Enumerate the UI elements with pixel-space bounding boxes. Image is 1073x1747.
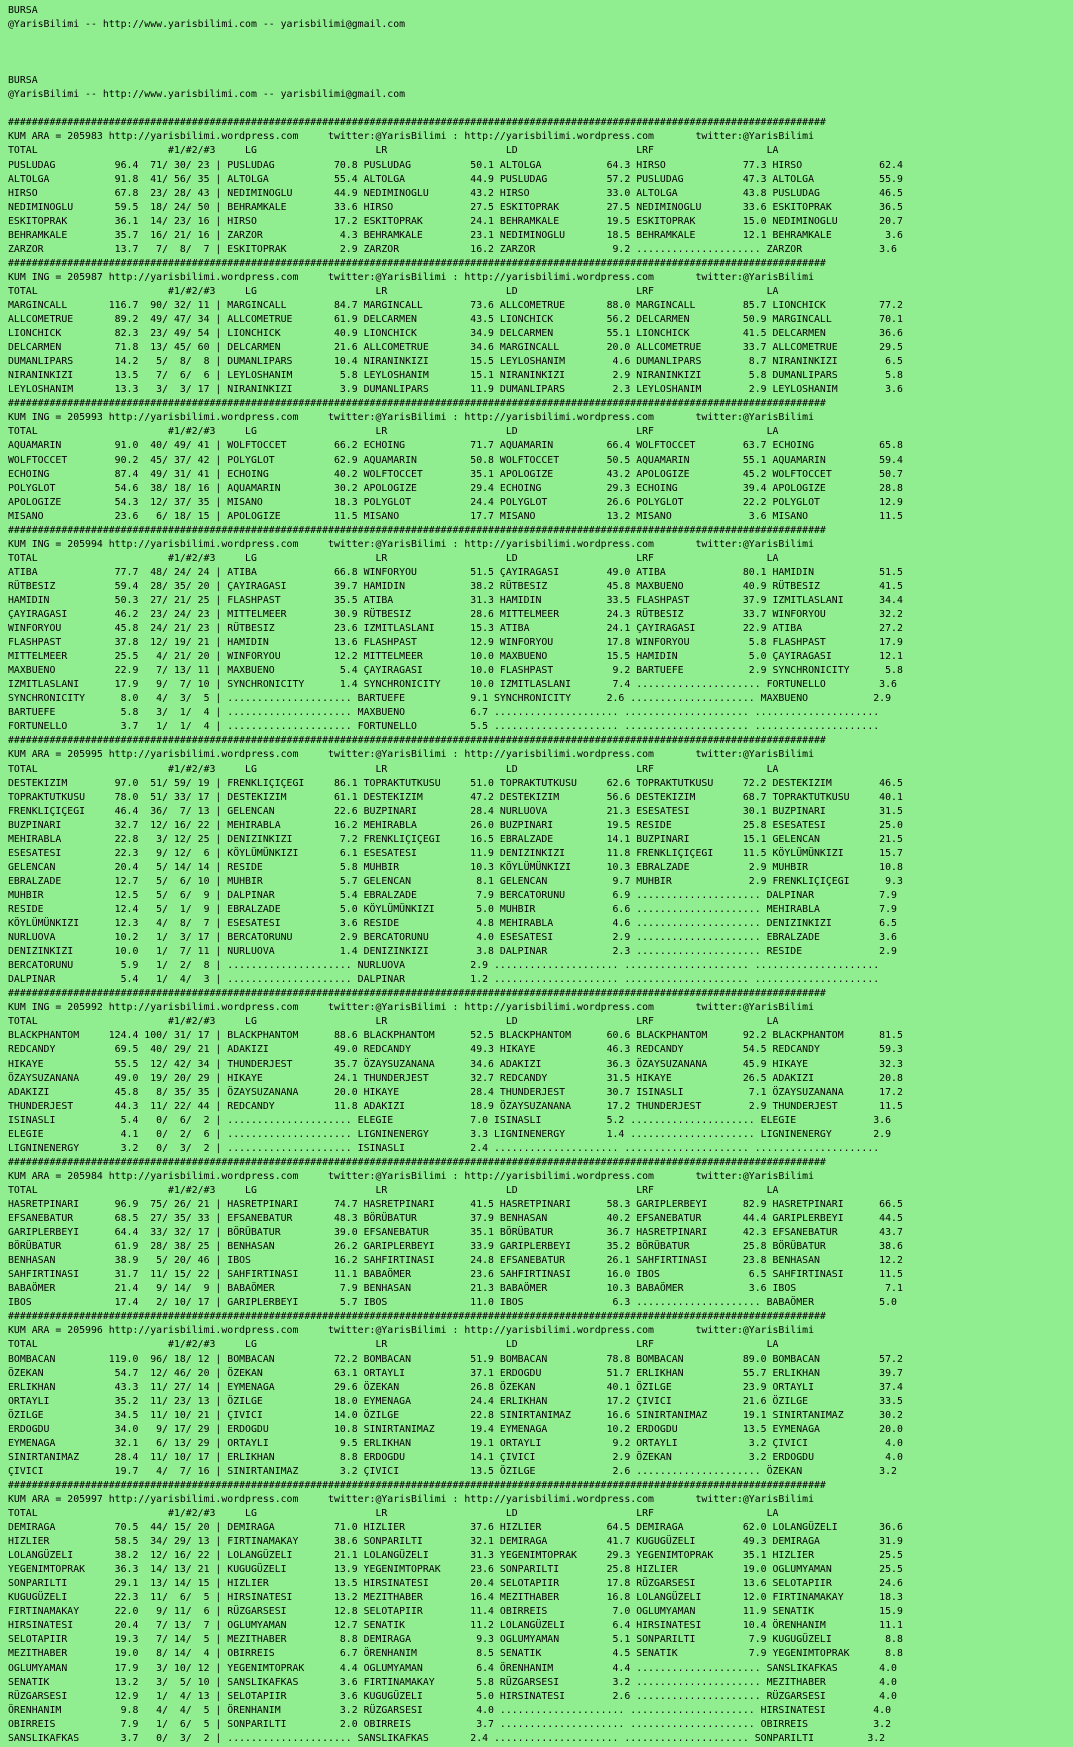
horse-row: ÇIVICI 19.7 4/ 7/ 16 | SINIRTANIMAZ 3.2 ÇIVICI 13.5 ÖZILGE 2.6 ..................... ÖZEKAN 3.2 (8, 1465, 897, 1477)
horse-row: SYNCHRONICITY 8.0 4/ 3/ 5 | ..................... BARTUEFE 9.1 SYNCHRONICITY 2.6 ..................... MAXBUENO 2.9 (8, 693, 892, 705)
horse-row: FIRTINAMAKAY 22.0 9/ 11/ 6 | RÜZGARSESI 12.8 SELOTAPIIR 11.4 OBIRREIS 7.0 OGLUMYAMAN 11.9 SENATIK 15.9 (8, 1606, 903, 1618)
horse-row: FRENKLIÇIÇEGI 46.4 36/ 7/ 13 | GELENCAN 22.6 BUZPINARI 28.4 NURLUOVA 21.3 ESESATESI 30.1 BUZPINARI 31.5 (8, 805, 903, 817)
horse-row: ZARZOR 13.7 7/ 8/ 7 | ESKITOPRAK 2.9 ZARZOR 16.2 ZARZOR 9.2 ..................... ZARZOR 3.6 (8, 243, 897, 255)
horse-row: KÖYLÜMÜNKIZI 12.3 4/ 8/ 7 | ESESATESI 3.6 RESIDE 4.8 MEHIRABLA 4.6 ..................... DENIZINKIZI 6.5 (8, 918, 897, 930)
column-header-line: TOTAL #1/#2/#3 LG LR LD LRF LA (8, 1508, 779, 1520)
horse-row: ÖZEKAN 54.7 12/ 46/ 20 | ÖZEKAN 63.1 ORTAYLI 37.1 ERDOGDU 51.7 ERLIKHAN 55.7 ERLIKHAN 39.7 (8, 1367, 903, 1379)
horse-row: MARGINCALL 116.7 90/ 32/ 11 | MARGINCALL 84.7 MARGINCALL 73.6 ALLCOMETRUE 88.0 MARGINCALL 85.7 LIONCHICK 77.2 (8, 299, 903, 311)
column-header-line: TOTAL #1/#2/#3 LG LR LD LRF LA (8, 552, 779, 564)
horse-row: IZMITLASLANI 17.9 9/ 7/ 10 | SYNCHRONICITY 1.4 SYNCHRONICITY 10.0 IZMITLASLANI 7.4 ..................... FORTUNELLO 3.6 (8, 679, 897, 691)
separator-line: ########################################################################################################################################## (8, 735, 826, 747)
horse-row: SINIRTANIMAZ 28.4 11/ 10/ 17 | ERLIKHAN 8.8 ERDOGDU 14.1 ÇIVICI 2.9 ÖZEKAN 3.2 ERDOGDU 4.0 (8, 1451, 903, 1463)
horse-row: DALPINAR 5.4 1/ 4/ 3 | ..................... DALPINAR 1.2 ..................... ..................... ..................... (8, 974, 880, 986)
horse-row: IBOS 17.4 2/ 10/ 17 | GARIPLERBEYI 5.7 IBOS 11.0 IBOS 6.3 ..................... BABAÖMER 5.0 (8, 1297, 897, 1309)
race-header-line: KUM ARA = 205996 http://yarisbilimi.wordpress.com twitter:@YarisBilimi : http://yarisbilimi.wordpress.com twitter:@YarisBilimi (8, 1325, 814, 1337)
race-header-line: KUM ING = 205987 http://yarisbilimi.wordpress.com twitter:@YarisBilimi : http://yarisbilimi.wordpress.com twitter:@YarisBilimi (8, 271, 814, 283)
separator-line: ########################################################################################################################################## (8, 1479, 826, 1491)
horse-row: BARTUEFE 5.8 3/ 1/ 4 | ..................... MAXBUENO 6.7 ..................... ..................... ..................... (8, 707, 880, 719)
horse-row: MAXBUENO 22.9 7/ 13/ 11 | MAXBUENO 5.4 ÇAYIRAGASI 10.0 FLASHPAST 9.2 BARTUEFE 2.9 SYNCHRONICITY 5.8 (8, 665, 903, 677)
horse-row: HIKAYE 55.5 12/ 42/ 34 | THUNDERJEST 35.7 ÖZAYSUZANANA 34.6 ADAKIZI 36.3 ÖZAYSUZANANA 45.9 HIKAYE 32.3 (8, 1058, 903, 1070)
horse-row: MISANO 23.6 6/ 18/ 15 | APOLOGIZE 11.5 MISANO 17.7 MISANO 13.2 MISANO 3.6 MISANO 11.5 (8, 510, 903, 522)
separator-line: ########################################################################################################################################## (8, 257, 826, 269)
horse-row: ORTAYLI 35.2 11/ 23/ 13 | ÖZILGE 18.0 EYMENAGA 24.4 ERLIKHAN 17.2 ÇIVICI 21.6 ÖZILGE 33.5 (8, 1395, 903, 1407)
horse-row: PUSLUDAG 96.4 71/ 30/ 23 | PUSLUDAG 70.8 PUSLUDAG 50.1 ALTOLGA 64.3 HIRSO 77.3 HIRSO 62.4 (8, 159, 903, 171)
horse-row: THUNDERJEST 44.3 11/ 22/ 44 | REDCANDY 11.8 ADAKIZI 18.9 ÖZAYSUZANANA 17.2 THUNDERJEST 2.9 THUNDERJEST 11.5 (8, 1100, 903, 1112)
separator-line: ########################################################################################################################################## (8, 988, 826, 1000)
separator-line: ########################################################################################################################################## (8, 398, 826, 410)
race-header-line: KUM ARA = 205995 http://yarisbilimi.wordpress.com twitter:@YarisBilimi : http://yarisbilimi.wordpress.com twitter:@YarisBilimi (8, 749, 814, 761)
horse-row: BENHASAN 38.9 5/ 20/ 46 | IBOS 16.2 SAHFIRTINASI 24.8 EFSANEBATUR 26.1 SAHFIRTINASI 23.8 BENHASAN 12.2 (8, 1255, 903, 1267)
horse-row: BLACKPHANTOM 124.4 100/ 31/ 17 | BLACKPHANTOM 88.6 BLACKPHANTOM 52.5 BLACKPHANTOM 60.6 BLACKPHANTOM 92.2 BLACKPHANTOM 81.5 (8, 1030, 903, 1042)
horse-row: REDCANDY 69.5 40/ 29/ 21 | ADAKIZI 49.0 REDCANDY 49.3 HIKAYE 46.3 REDCANDY 54.5 REDCANDY 59.3 (8, 1044, 903, 1056)
horse-row: BABAÖMER 21.4 9/ 14/ 9 | BABAÖMER 7.9 BENHASAN 21.3 BABAÖMER 10.3 BABAÖMER 3.6 IBOS 7.1 (8, 1283, 903, 1295)
horse-row: EYMENAGA 32.1 6/ 13/ 29 | ORTAYLI 9.5 ERLIKHAN 19.1 ORTAYLI 9.2 ORTAYLI 3.2 ÇIVICI 4.0 (8, 1437, 903, 1449)
horse-row: MEZITHABER 19.0 8/ 14/ 4 | OBIRREIS 6.7 ÖRENHANIM 8.5 SENATIK 4.5 SENATIK 7.9 YEGENIMTOPRAK 8.8 (8, 1648, 903, 1660)
horse-row: ÖZILGE 34.5 11/ 10/ 21 | ÇIVICI 14.0 ÖZILGE 22.8 SINIRTANIMAZ 16.6 SINIRTANIMAZ 19.1 SINIRTANIMAZ 30.2 (8, 1409, 903, 1421)
separator-line: ########################################################################################################################################## (8, 524, 826, 536)
separator-line: ########################################################################################################################################## (8, 1311, 826, 1323)
column-header-line: TOTAL #1/#2/#3 LG LR LD LRF LA (8, 1339, 779, 1351)
horse-row: ADAKIZI 45.8 8/ 35/ 35 | ÖZAYSUZANANA 20.0 HIKAYE 28.4 THUNDERJEST 30.7 ISINASLI 7.1 ÖZAYSUZANANA 17.2 (8, 1086, 903, 1098)
contact-line: @YarisBilimi -- http://www.yarisbilimi.com -- yarisbilimi@gmail.com (8, 19, 406, 31)
horse-row: SAHFIRTINASI 31.7 11/ 15/ 22 | SAHFIRTINASI 11.1 BABAÖMER 23.6 SAHFIRTINASI 16.0 IBOS 6.5 SAHFIRTINASI 11.5 (8, 1269, 903, 1281)
horse-row: LEYLOSHANIM 13.3 3/ 3/ 17 | NIRANINKIZI 3.9 DUMANLIPARS 11.9 DUMANLIPARS 2.3 LEYLOSHANIM 2.9 LEYLOSHANIM 3.6 (8, 384, 903, 396)
column-header-line: TOTAL #1/#2/#3 LG LR LD LRF LA (8, 285, 779, 297)
horse-row: LOLANGÜZELI 38.2 12/ 16/ 22 | LOLANGÜZELI 21.1 LOLANGÜZELI 31.3 YEGENIMTOPRAK 29.3 YEGENIMTOPRAK 35.1 HIZLIER 25.5 (8, 1550, 903, 1562)
horse-row: GARIPLERBEYI 64.4 33/ 32/ 17 | BÖRÜBATUR 39.0 EFSANEBATUR 35.1 BÖRÜBATUR 36.7 HASRETPINARI 42.3 EFSANEBATUR 43.7 (8, 1227, 903, 1239)
horse-row: GELENCAN 20.4 5/ 14/ 14 | RESIDE 5.8 MUHBIR 10.3 KÖYLÜMÜNKIZI 10.3 EBRALZADE 2.9 MUHBIR 10.8 (8, 861, 903, 873)
horse-row: NEDIMINOGLU 59.5 18/ 24/ 50 | BEHRAMKALE 33.6 HIRSO 27.5 ESKITOPRAK 27.5 NEDIMINOGLU 33.6 ESKITOPRAK 36.5 (8, 201, 903, 213)
horse-row: BERCATORUNU 5.9 1/ 2/ 8 | ..................... NURLUOVA 2.9 ..................... ..................... ..................... (8, 960, 880, 972)
horse-row: ERDOGDU 34.0 9/ 17/ 29 | ERDOGDU 10.8 SINIRTANIMAZ 19.4 EYMENAGA 10.2 ERDOGDU 13.5 EYMENAGA 20.0 (8, 1423, 903, 1435)
horse-row: HIRSO 67.8 23/ 28/ 43 | NEDIMINOGLU 44.9 NEDIMINOGLU 43.2 HIRSO 33.0 ALTOLGA 43.8 PUSLUDAG 46.5 (8, 187, 903, 199)
horse-row: DESTEKIZIM 97.0 51/ 59/ 19 | FRENKLIÇIÇEGI 86.1 TOPRAKTUTKUSU 51.0 TOPRAKTUTKUSU 62.6 TOPRAKTUTKUSU 72.2 DESTEKIZIM 46.5 (8, 777, 903, 789)
horse-row: ALLCOMETRUE 89.2 49/ 47/ 34 | ALLCOMETRUE 61.9 DELCARMEN 43.5 LIONCHICK 56.2 DELCARMEN 50.9 MARGINCALL 70.1 (8, 314, 903, 326)
column-header-line: TOTAL #1/#2/#3 LG LR LD LRF LA (8, 145, 779, 157)
horse-row: BEHRAMKALE 35.7 16/ 21/ 16 | ZARZOR 4.3 BEHRAMKALE 23.1 NEDIMINOGLU 18.5 BEHRAMKALE 12.1 BEHRAMKALE 3.6 (8, 229, 903, 241)
column-header-line: TOTAL #1/#2/#3 LG LR LD LRF LA (8, 763, 779, 775)
horse-row: OBIRREIS 7.9 1/ 6/ 5 | SONPARILTI 2.0 OBIRREIS 3.7 ..................... ..................... OBIRREIS 3.2 (8, 1718, 892, 1730)
horse-row: HAMIDIN 50.3 27/ 21/ 25 | FLASHPAST 35.5 ATIBA 31.3 HAMIDIN 33.5 FLASHPAST 37.9 IZMITLASLANI 34.4 (8, 594, 903, 606)
horse-row: POLYGLOT 54.6 38/ 18/ 16 | AQUAMARIN 30.2 APOLOGIZE 29.4 ECHOING 29.3 ECHOING 39.4 APOLOGIZE 28.8 (8, 482, 903, 494)
horse-row: FLASHPAST 37.8 12/ 19/ 21 | HAMIDIN 13.6 FLASHPAST 12.9 WINFORYOU 17.8 WINFORYOU 5.8 FLASHPAST 17.9 (8, 637, 903, 649)
horse-row: TOPRAKTUTKUSU 78.0 51/ 33/ 17 | DESTEKIZIM 61.1 DESTEKIZIM 47.2 DESTEKIZIM 56.6 DESTEKIZIM 68.7 TOPRAKTUTKUSU 40.1 (8, 791, 903, 803)
horse-row: OGLUMYAMAN 17.9 3/ 10/ 12 | YEGENIMTOPRAK 4.4 OGLUMYAMAN 6.4 ÖRENHANIM 4.4 ..................... SANSLIKAFKAS 4.0 (8, 1662, 897, 1674)
horse-row: SENATIK 13.2 3/ 5/ 10 | SANSLIKAFKAS 3.6 FIRTINAMAKAY 5.8 RÜZGARSESI 3.2 ..................... MEZITHABER 4.0 (8, 1676, 897, 1688)
horse-row: HASRETPINARI 96.9 75/ 26/ 21 | HASRETPINARI 74.7 HASRETPINARI 41.5 HASRETPINARI 58.3 GARIPLERBEYI 82.9 HASRETPINARI 66.5 (8, 1198, 903, 1210)
race-header-line: KUM ING = 205992 http://yarisbilimi.wordpress.com twitter:@YarisBilimi : http://yarisbilimi.wordpress.com twitter:@YarisBilimi (8, 1002, 814, 1014)
city-title: BURSA (8, 75, 38, 87)
horse-row: HIRSINATESI 20.4 7/ 13/ 7 | OGLUMYAMAN 12.7 SENATIK 11.2 LOLANGÜZELI 6.4 HIRSINATESI 10.4 ÖRENHANIM 11.1 (8, 1620, 903, 1632)
horse-row: EBRALZADE 12.7 5/ 6/ 10 | MUHBIR 5.7 GELENCAN 8.1 GELENCAN 9.7 MUHBIR 2.9 FRENKLIÇIÇEGI 9.3 (8, 875, 903, 887)
horse-row: MEHIRABLA 22.8 3/ 12/ 25 | DENIZINKIZI 7.2 FRENKLIÇIÇEGI 16.5 EBRALZADE 14.1 BUZPINARI 15.1 GELENCAN 21.5 (8, 833, 903, 845)
horse-row: WOLFTOCCET 90.2 45/ 37/ 42 | POLYGLOT 62.9 AQUAMARIN 50.8 WOLFTOCCET 50.5 AQUAMARIN 55.1 AQUAMARIN 59.4 (8, 454, 903, 466)
horse-row: ISINASLI 5.4 0/ 6/ 2 | ..................... ELEGIE 7.0 ISINASLI 5.2 ..................... ELEGIE 3.6 (8, 1114, 892, 1126)
horse-row: YEGENIMTOPRAK 36.3 14/ 13/ 21 | KUGUGÜZELI 13.9 YEGENIMTOPRAK 23.6 SONPARILTI 25.8 HIZLIER 19.0 OGLUMYAMAN 25.5 (8, 1564, 903, 1576)
blank-line (8, 46, 1065, 60)
race-header-line: KUM ING = 205994 http://yarisbilimi.wordpress.com twitter:@YarisBilimi : http://yarisbilimi.wordpress.com twitter:@YarisBilimi (8, 538, 814, 550)
horse-row: MUHBIR 12.5 5/ 6/ 9 | DALPINAR 5.4 EBRALZADE 7.9 BERCATORUNU 6.9 ..................... DALPINAR 7.9 (8, 889, 897, 901)
horse-row: ELEGIE 4.1 0/ 2/ 6 | ..................... LIGNINENERGY 3.3 LIGNINENERGY 1.4 ..................... LIGNINENERGY 2.9 (8, 1128, 892, 1140)
race-header-line: KUM ARA = 205997 http://yarisbilimi.wordpress.com twitter:@YarisBilimi : http://yarisbilimi.wordpress.com twitter:@YarisBilimi (8, 1493, 814, 1505)
horse-row: NIRANINKIZI 13.5 7/ 6/ 6 | LEYLOSHANIM 5.8 LEYLOSHANIM 15.1 NIRANINKIZI 2.9 NIRANINKIZI 5.8 DUMANLIPARS 5.8 (8, 370, 903, 382)
horse-row: DELCARMEN 71.8 13/ 45/ 60 | DELCARMEN 21.6 ALLCOMETRUE 34.6 MARGINCALL 20.0 ALLCOMETRUE 33.7 ALLCOMETRUE 29.5 (8, 342, 903, 354)
horse-row: BÖRÜBATUR 61.9 28/ 38/ 25 | BENHASAN 26.2 GARIPLERBEYI 33.9 GARIPLERBEYI 35.2 BÖRÜBATUR 25.8 BÖRÜBATUR 38.6 (8, 1241, 903, 1253)
horse-row: WINFORYOU 45.8 24/ 21/ 23 | RÜTBESIZ 23.6 IZMITLASLANI 15.3 ATIBA 24.1 ÇAYIRAGASI 22.9 ATIBA 27.2 (8, 623, 903, 635)
horse-row: ESESATESI 22.3 9/ 12/ 6 | KÖYLÜMÜNKIZI 6.1 ESESATESI 11.9 DENIZINKIZI 11.8 FRENKLIÇIÇEGI 11.5 KÖYLÜMÜNKIZI 15.7 (8, 847, 903, 859)
horse-row: ERLIKHAN 43.3 11/ 27/ 14 | EYMENAGA 29.6 ÖZEKAN 26.8 ÖZEKAN 40.1 ÖZILGE 23.9 ORTAYLI 37.4 (8, 1381, 903, 1393)
blank-line (8, 32, 1065, 46)
horse-row: NURLUOVA 10.2 1/ 3/ 17 | BERCATORUNU 2.9 BERCATORUNU 4.0 ESESATESI 2.9 ..................... EBRALZADE 3.6 (8, 932, 897, 944)
city-title: BURSA (8, 5, 38, 16)
race-header-line: KUM ARA = 205983 http://yarisbilimi.wordpress.com twitter:@YarisBilimi : http://yarisbilimi.wordpress.com twitter:@YarisBilimi (8, 131, 814, 143)
horse-row: LIONCHICK 82.3 23/ 49/ 54 | LIONCHICK 40.9 LIONCHICK 34.9 DELCARMEN 55.1 LIONCHICK 41.5 DELCARMEN 36.6 (8, 328, 903, 340)
horse-row: ESKITOPRAK 36.1 14/ 23/ 16 | HIRSO 17.2 ESKITOPRAK 24.1 BEHRAMKALE 19.5 ESKITOPRAK 15.0 NEDIMINOGLU 20.7 (8, 215, 903, 227)
horse-row: ÖRENHANIM 9.8 4/ 4/ 5 | ÖRENHANIM 3.2 RÜZGARSESI 4.0 ..................... ..................... HIRSINATESI 4.0 (8, 1704, 892, 1716)
horse-row: DUMANLIPARS 14.2 5/ 8/ 8 | DUMANLIPARS 10.4 NIRANINKIZI 15.5 LEYLOSHANIM 4.6 DUMANLIPARS 8.7 NIRANINKIZI 6.5 (8, 356, 903, 368)
column-header-line: TOTAL #1/#2/#3 LG LR LD LRF LA (8, 1184, 779, 1196)
horse-row: SELOTAPIIR 19.3 7/ 14/ 5 | MEZITHABER 8.8 DEMIRAGA 9.3 OGLUMYAMAN 5.1 SONPARILTI 7.9 KUGUGÜZELI 8.8 (8, 1634, 903, 1646)
horse-row: KUGUGÜZELI 22.3 11/ 6/ 5 | HIRSINATESI 13.2 MEZITHABER 16.4 MEZITHABER 16.8 LOLANGÜZELI 12.0 FIRTINAMAKAY 18.3 (8, 1592, 903, 1604)
horse-row: SONPARILTI 29.1 13/ 14/ 15 | HIZLIER 13.5 HIRSINATESI 20.4 SELOTAPIIR 17.8 RÜZGARSESI 13.6 SELOTAPIIR 24.6 (8, 1578, 903, 1590)
separator-line: ########################################################################################################################################## (8, 1156, 826, 1168)
contact-line: @YarisBilimi -- http://www.yarisbilimi.com -- yarisbilimi@gmail.com (8, 89, 406, 101)
horse-row: ATIBA 77.7 48/ 24/ 24 | ATIBA 66.8 WINFORYOU 51.5 ÇAYIRAGASI 49.0 ATIBA 80.1 HAMIDIN 51.5 (8, 566, 903, 578)
race-header-line: KUM ING = 205993 http://yarisbilimi.wordpress.com twitter:@YarisBilimi : http://yarisbilimi.wordpress.com twitter:@YarisBilimi (8, 412, 814, 424)
race-header-line: KUM ARA = 205984 http://yarisbilimi.wordpress.com twitter:@YarisBilimi : http://yarisbilimi.wordpress.com twitter:@YarisBilimi (8, 1170, 814, 1182)
horse-row: HIZLIER 58.5 34/ 29/ 13 | FIRTINAMAKAY 38.6 SONPARILTI 32.1 DEMIRAGA 41.7 KUGUGÜZELI 49.3 DEMIRAGA 31.9 (8, 1536, 903, 1548)
horse-row: DENIZINKIZI 10.0 1/ 7/ 11 | NURLUOVA 1.4 DENIZINKIZI 3.8 DALPINAR 2.3 ..................... RESIDE 2.9 (8, 946, 897, 958)
horse-row: ÇAYIRAGASI 46.2 23/ 24/ 23 | MITTELMEER 30.9 RÜTBESIZ 28.6 MITTELMEER 24.3 RÜTBESIZ 33.7 WINFORYOU 32.2 (8, 609, 903, 621)
column-header-line: TOTAL #1/#2/#3 LG LR LD LRF LA (8, 426, 779, 438)
blank-line (8, 60, 1065, 74)
horse-row: SANSLIKAFKAS 3.7 0/ 3/ 2 | ..................... SANSLIKAFKAS 2.4 ..................... ..................... SONPARILTI 3.2 (8, 1732, 886, 1743)
horse-row: RÜZGARSESI 12.9 1/ 4/ 13 | SELOTAPIIR 3.6 KUGUGÜZELI 5.0 HIRSINATESI 2.6 ..................... RÜZGARSESI 4.0 (8, 1690, 897, 1702)
horse-row: LIGNINENERGY 3.2 0/ 3/ 2 | ..................... ISINASLI 2.4 ..................... ..................... ..................... (8, 1142, 880, 1154)
horse-row: RESIDE 12.4 5/ 1/ 9 | EBRALZADE 5.0 KÖYLÜMÜNKIZI 5.0 MUHBIR 6.6 ..................... MEHIRABLA 7.9 (8, 904, 897, 915)
horse-row: RÜTBESIZ 59.4 28/ 35/ 20 | ÇAYIRAGASI 39.7 HAMIDIN 38.2 RÜTBESIZ 45.8 MAXBUENO 40.9 RÜTBESIZ 41.5 (8, 580, 903, 592)
horse-row: ECHOING 87.4 49/ 31/ 41 | ECHOING 40.2 WOLFTOCCET 35.1 APOLOGIZE 43.2 APOLOGIZE 45.2 WOLFTOCCET 50.7 (8, 468, 903, 480)
horse-row: EFSANEBATUR 68.5 27/ 35/ 33 | EFSANEBATUR 48.3 BÖRÜBATUR 37.9 BENHASAN 40.2 EFSANEBATUR 44.4 GARIPLERBEYI 44.5 (8, 1213, 903, 1225)
horse-row: APOLOGIZE 54.3 12/ 37/ 35 | MISANO 18.3 POLYGLOT 24.4 POLYGLOT 26.6 POLYGLOT 22.2 POLYGLOT 12.9 (8, 496, 903, 508)
separator-line: ########################################################################################################################################## (8, 117, 826, 129)
horse-row: MITTELMEER 25.5 4/ 21/ 20 | WINFORYOU 12.2 MITTELMEER 10.0 MAXBUENO 15.5 HAMIDIN 5.0 ÇAYIRAGASI 12.1 (8, 651, 903, 663)
horse-row: DEMIRAGA 70.5 44/ 15/ 20 | DEMIRAGA 71.0 HIZLIER 37.6 HIZLIER 64.5 DEMIRAGA 62.0 LOLANGÜZELI 36.6 (8, 1522, 903, 1534)
horse-row: AQUAMARIN 91.0 40/ 49/ 41 | WOLFTOCCET 66.2 ECHOING 71.7 AQUAMARIN 66.4 WOLFTOCCET 63.7 ECHOING 65.8 (8, 440, 903, 452)
horse-row: ÖZAYSUZANANA 49.0 19/ 20/ 29 | HIKAYE 24.1 THUNDERJEST 32.7 REDCANDY 31.5 HIKAYE 26.5 ADAKIZI 20.8 (8, 1072, 903, 1084)
horse-row: BUZPINARI 32.7 12/ 16/ 22 | MEHIRABLA 16.2 MEHIRABLA 26.0 BUZPINARI 19.5 RESIDE 25.8 ESESATESI 25.0 (8, 819, 903, 831)
horse-row: BOMBACAN 119.0 96/ 18/ 12 | BOMBACAN 72.2 BOMBACAN 51.9 BOMBACAN 78.8 BOMBACAN 89.0 BOMBACAN 57.2 (8, 1353, 903, 1365)
blank-line (8, 102, 1065, 116)
horse-row: ALTOLGA 91.8 41/ 56/ 35 | ALTOLGA 55.4 ALTOLGA 44.9 PUSLUDAG 57.2 PUSLUDAG 47.3 ALTOLGA 55.9 (8, 173, 903, 185)
horse-row: FORTUNELLO 3.7 1/ 1/ 4 | ..................... FORTUNELLO 5.5 ..................... ..................... ..................... (8, 721, 880, 733)
column-header-line: TOTAL #1/#2/#3 LG LR LD LRF LA (8, 1016, 779, 1028)
